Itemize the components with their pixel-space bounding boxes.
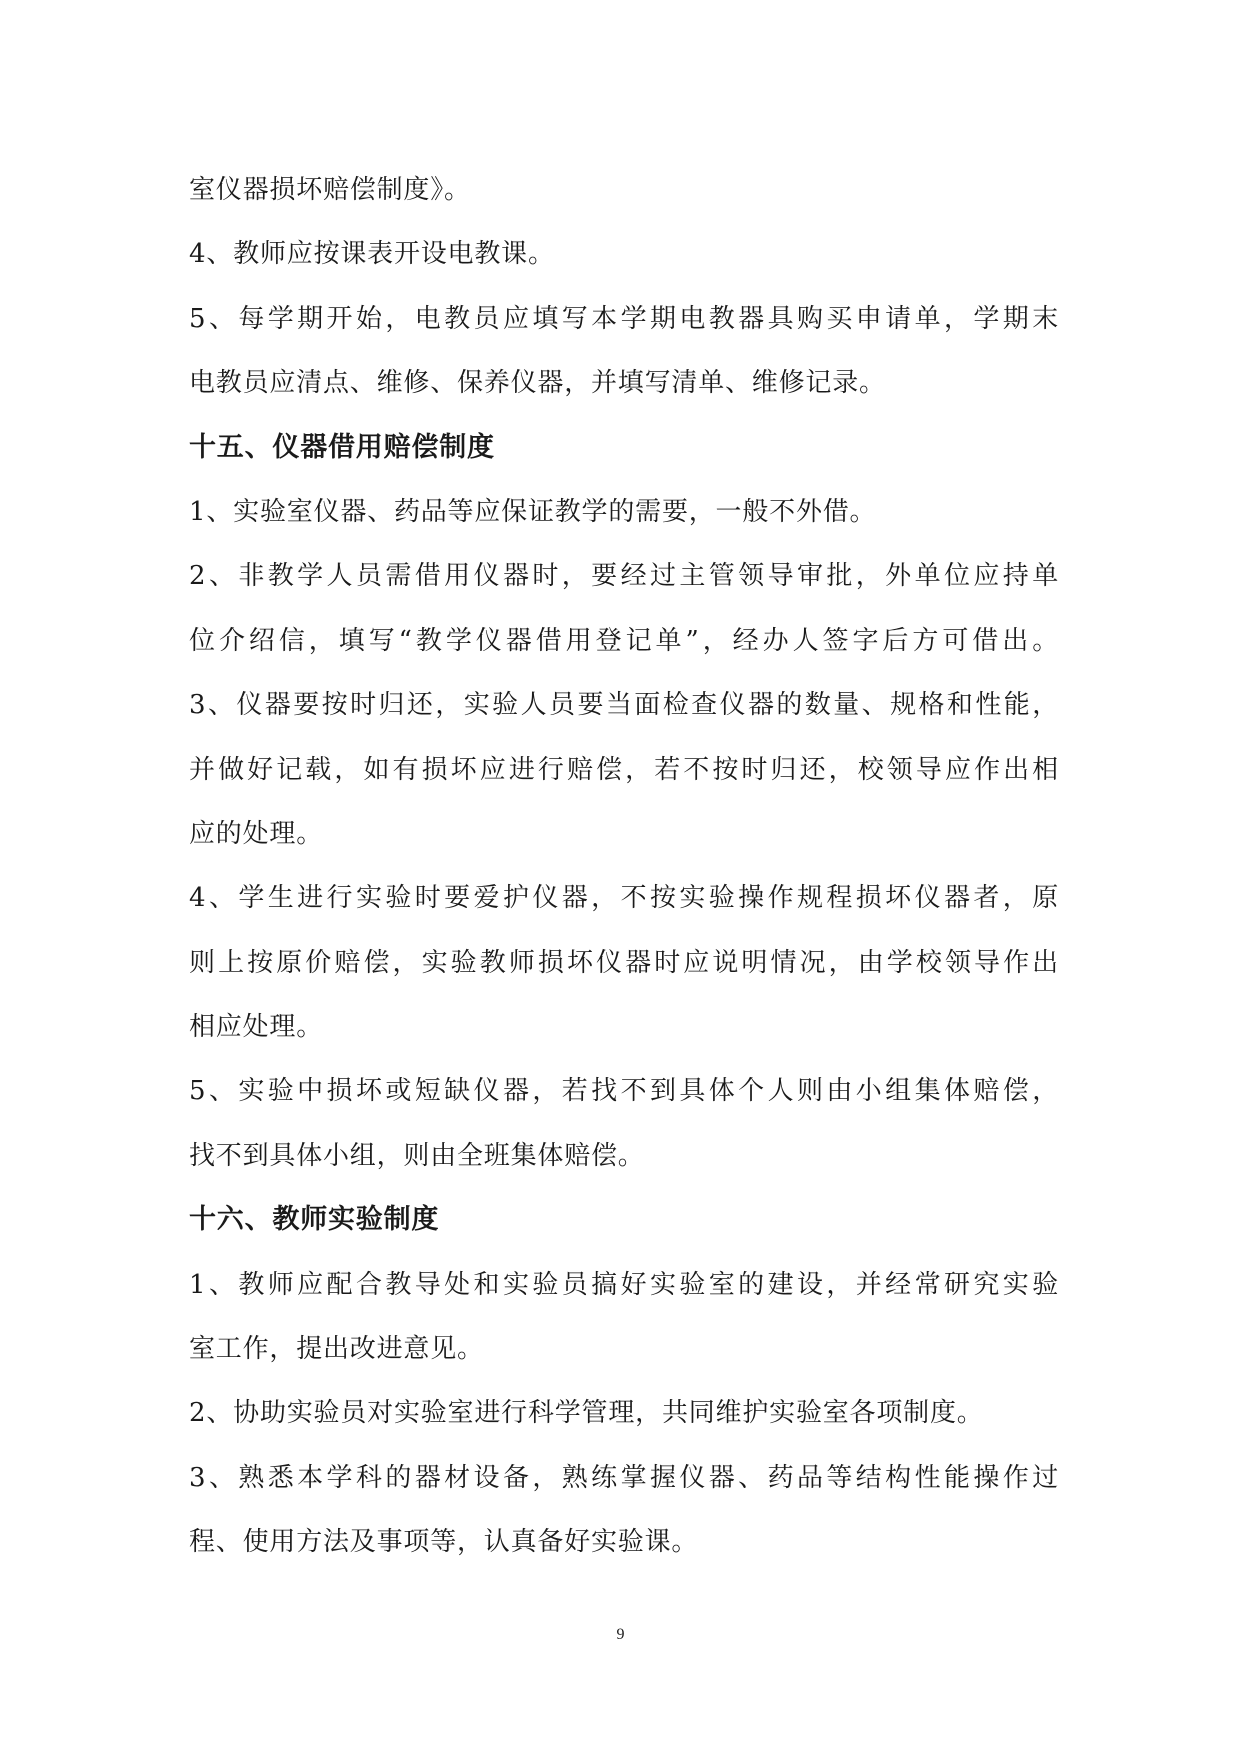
text-line: 并做好记载，如有损坏应进行赔偿，若不按时归还，校领导应作出相 bbox=[189, 754, 1059, 785]
text-line: 电教员应清点、维修、保养仪器，并填写清单、维修记录。 bbox=[189, 368, 886, 399]
text-line: 找不到具体小组，则由全班集体赔偿。 bbox=[189, 1140, 645, 1171]
page-number: 9 bbox=[616, 1626, 625, 1643]
list-item-5: 5、实验中损坏或短缺仪器，若找不到具体个人则由小组集体赔偿， bbox=[189, 1076, 1059, 1107]
text-line: 位介绍信，填写“教学仪器借用登记单”，经办人签字后方可借出。 bbox=[189, 625, 1059, 656]
list-item-2: 2、非教学人员需借用仪器时，要经过主管领导审批，外单位应持单 bbox=[189, 561, 1059, 592]
list-item-3: 3、熟悉本学科的器材设备，熟练掌握仪器、药品等结构性能操作过 bbox=[189, 1462, 1059, 1493]
list-item-4: 4、学生进行实验时要爱护仪器，不按实验操作规程损坏仪器者，原 bbox=[189, 883, 1059, 914]
text-line: 室工作，提出改进意见。 bbox=[189, 1334, 484, 1365]
section-heading-15: 十五、仪器借用赔偿制度 bbox=[189, 431, 495, 463]
text-line: 则上按原价赔偿，实验教师损坏仪器时应说明情况，由学校领导作出 bbox=[189, 947, 1059, 978]
text-line: 相应处理。 bbox=[189, 1012, 324, 1043]
list-item-5: 5、每学期开始，电教员应填写本学期电教器具购买申请单，学期末 bbox=[189, 303, 1059, 334]
list-item-1: 1、教师应配合教导处和实验员搞好实验室的建设，并经常研究实验 bbox=[189, 1269, 1059, 1300]
list-item-1: 1、实验室仪器、药品等应保证教学的需要，一般不外借。 bbox=[189, 496, 877, 527]
text-line: 应的处理。 bbox=[189, 818, 324, 849]
list-item-4: 4、教师应按课表开设电教课。 bbox=[189, 239, 555, 270]
list-item-3: 3、仪器要按时归还，实验人员要当面检查仪器的数量、规格和性能， bbox=[189, 690, 1059, 721]
document-body bbox=[189, 158, 1059, 1575]
section-heading-16: 十六、教师实验制度 bbox=[189, 1204, 440, 1236]
text-line: 程、使用方法及事项等，认真备好实验课。 bbox=[189, 1527, 699, 1558]
list-item-2: 2、协助实验员对实验室进行科学管理，共同维护实验室各项制度。 bbox=[189, 1398, 984, 1429]
text-line: 室仪器损坏赔偿制度》。 bbox=[189, 175, 471, 205]
